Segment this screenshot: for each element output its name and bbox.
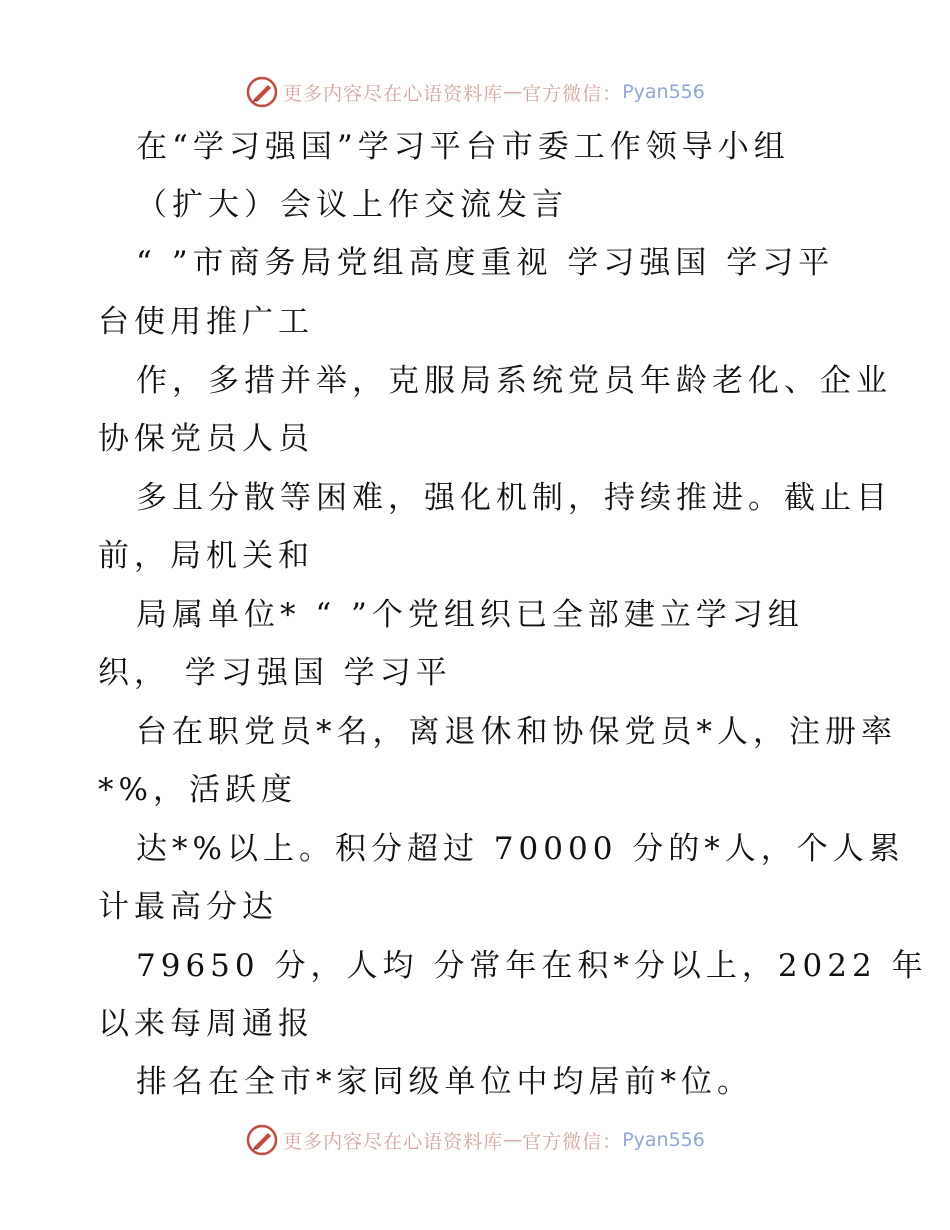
body-line: 前，局机关和 <box>98 538 314 574</box>
document-title-line-1: 在“学习强国”学习平台市委工作领导小组 <box>136 129 790 165</box>
watermark-contact-id: Pyan556 <box>622 1129 705 1151</box>
body-line: *%，活跃度 <box>98 772 297 808</box>
body-line: 排名在全市*家同级单位中均居前*位。 <box>136 1064 753 1100</box>
watermark-contact-label: 官方微信： <box>522 82 623 105</box>
body-line: 台使用推广工 <box>98 304 314 340</box>
document-title-line-2: （扩大）会议上作交流发言 <box>136 187 568 223</box>
body-line: 协保党员人员 <box>98 421 314 457</box>
body-line: 79650 分，人均 分常年在积*分以上，2022 年 <box>136 948 928 984</box>
body-line: 作，多措并举，克服局系统党员年龄老化、企业 <box>136 363 892 399</box>
watermark-dash: — <box>503 81 523 103</box>
watermark-site-text: 更多内容尽在心语资料库 <box>283 1130 504 1153</box>
watermark-site-text: 更多内容尽在心语资料库 <box>283 82 504 105</box>
body-line: 达*%以上。积分超过 70000 分的*人，个人累 <box>136 831 905 867</box>
pen-book-logo-icon <box>245 1123 279 1157</box>
watermark-dash: — <box>503 1129 523 1151</box>
body-line: 局属单位* “ ”个党组织已全部建立学习组 <box>136 597 804 633</box>
body-line: “ ”市商务局党组高度重视 学习强国 学习平 <box>136 245 835 281</box>
body-line: 织， 学习强国 学习平 <box>98 655 452 691</box>
body-line: 台在职党员*名，离退休和协保党员*人，注册率 <box>136 714 897 750</box>
watermark-contact-id: Pyan556 <box>622 81 705 103</box>
body-line: 计最高分达 <box>98 889 278 925</box>
body-line: 以来每周通报 <box>98 1006 314 1042</box>
watermark-banner-bottom <box>0 1120 950 1160</box>
watermark-contact-label: 官方微信： <box>522 1130 623 1153</box>
body-line: 多且分散等困难，强化机制，持续推进。截止目 <box>136 480 892 516</box>
